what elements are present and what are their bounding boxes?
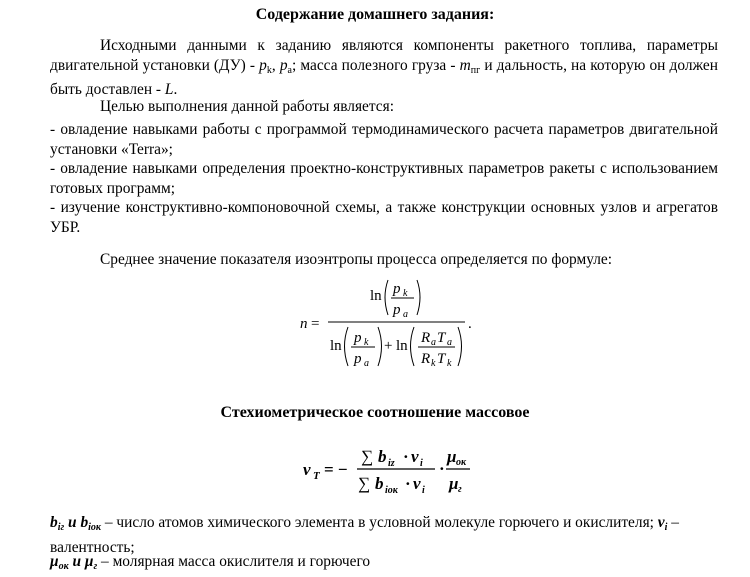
den-a: a (364, 358, 369, 369)
subscript: iг (57, 522, 65, 533)
formula-eq: = (311, 316, 320, 332)
list-item: - изучение конструктивно-компоновочной схемы, а также конструкции основных узлов и агрегатов УБР. (50, 199, 718, 236)
num-a: a (403, 309, 408, 320)
subscript: k (266, 64, 272, 76)
den-Ra: R (421, 330, 431, 346)
mu-z: μ (449, 474, 459, 493)
iz-sub: iz (388, 458, 395, 469)
den-Ta: T (437, 330, 446, 346)
paragraph-formula-intro: Среднее значение показателя изоэнтропы процесса определяется по формуле: (100, 251, 613, 268)
den-plus: + (384, 338, 393, 354)
text-segment: – молярная масса окислителя и горючего (97, 553, 371, 570)
b-symbol: b (378, 447, 387, 466)
mu-ok-sub: ок (456, 457, 467, 468)
section-title-stoichiometric: Стехиометрическое соотношение массовое (220, 404, 530, 421)
text-segment: , (271, 56, 280, 74)
v-symbol: v (411, 447, 419, 466)
text-segment: . (173, 81, 178, 98)
page-title: Содержание домашнего задания: (255, 6, 495, 23)
list-item: - овладение навыками определения проектно-конструктивных параметров ракеты с использованием готовых программ; (50, 160, 718, 197)
den-Rk: R (421, 351, 431, 367)
symbol-v: v (657, 514, 665, 531)
symbol-mu: μ (50, 553, 59, 570)
text-segment: – валентность; (50, 514, 679, 556)
num-pa: p (393, 302, 401, 318)
sum-symbol: ∑ (358, 474, 371, 493)
den-a: a (431, 337, 436, 348)
den-Tk: T (437, 351, 446, 367)
den-ln2: ln (396, 338, 408, 354)
subscript: г (93, 561, 98, 572)
den-k: k (447, 358, 452, 369)
num-pk: p (393, 281, 401, 297)
symbol-b: b (80, 514, 89, 531)
symbol-pk: p (259, 56, 267, 74)
num-k: k (403, 288, 408, 299)
text-segment: и дальность, на которую он должен быть доставлен - (50, 56, 718, 98)
den-k: k (364, 337, 369, 348)
symbol-pa: p (279, 56, 288, 74)
text-segment: и (68, 553, 85, 570)
symbol-L: L (164, 81, 174, 98)
iok-sub: iок (385, 485, 398, 496)
i-sub: i (422, 485, 425, 496)
den-pa: p (354, 351, 362, 367)
text-segment: Исходными данными к заданию являются компоненты ракетного топлива, параметры двигательной установки (ДУ) - (50, 37, 718, 74)
subscript: i (664, 522, 668, 533)
nu-sub: T (313, 470, 320, 482)
cdot: · (403, 447, 409, 466)
formula-n: n (300, 316, 308, 332)
den-pk: p (354, 330, 362, 346)
cdot: · (439, 459, 445, 478)
note-molar-mass (50, 552, 730, 577)
i-sub: i (420, 458, 423, 469)
cdot: · (405, 474, 411, 493)
den-k: k (431, 358, 436, 369)
symbol-m: m (459, 56, 471, 74)
v-symbol: v (413, 474, 421, 493)
text-segment: и (64, 514, 81, 531)
subscript: iок (88, 522, 102, 533)
eq-minus: = − (324, 460, 348, 479)
subscript: ок (58, 561, 69, 572)
den-a: a (447, 337, 452, 348)
subscript: пг (470, 64, 481, 76)
symbol-mu: μ (84, 553, 94, 570)
subscript: a (287, 64, 292, 76)
den-ln1: ln (330, 338, 342, 354)
paragraph-goal: Целью выполнения данной работы является: (100, 98, 394, 115)
mu-ok: μ (447, 447, 457, 466)
symbol-b: b (50, 514, 58, 531)
list-item: - овладение навыками работы с программой термодинамического расчета параметров двигательной установки «Terra»; (50, 121, 718, 158)
b-symbol: b (375, 474, 384, 493)
sum-symbol: ∑ (361, 447, 374, 466)
mu-z-sub: г (458, 484, 462, 495)
formula-dot: . (468, 316, 472, 332)
numerator-ln: ln (370, 288, 382, 304)
note-atoms (50, 513, 730, 557)
text-segment: ; масса полезного груза - (291, 56, 460, 74)
text-segment: – число атомов химического элемента в условной молекуле горючего и окислителя; (101, 514, 658, 531)
nu-symbol: ν (303, 460, 311, 479)
